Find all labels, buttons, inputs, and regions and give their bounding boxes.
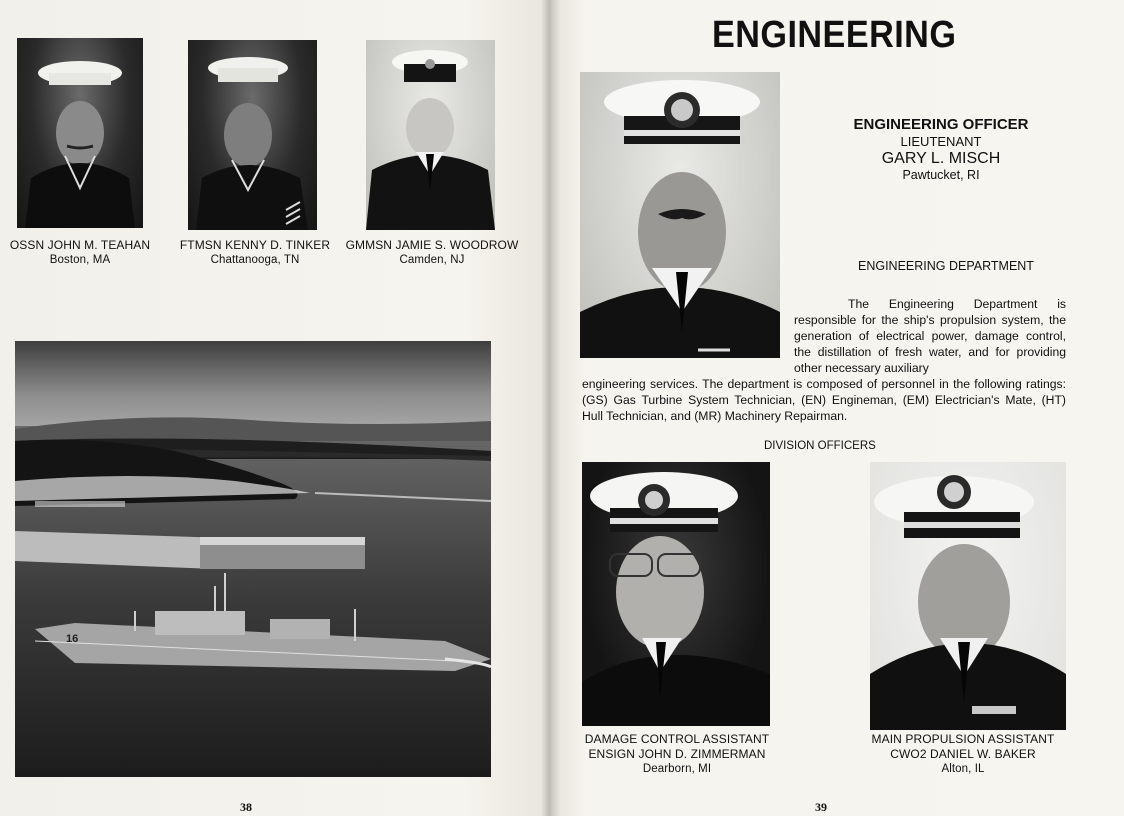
portrait-caption-woodrow [342, 238, 522, 268]
page-number-left: 38 [240, 800, 252, 814]
portrait-photo-zimmerman [582, 462, 770, 726]
portrait-name: OSSN JOHN M. TEAHAN [9, 238, 151, 252]
division-officer-hometown: Dearborn, MI [642, 763, 712, 775]
officer-rank: LIEUTENANT [900, 134, 982, 149]
officer-hometown: Pawtucket, RI [902, 168, 980, 182]
portrait-caption-teahan [0, 238, 160, 268]
division-officer-role: DAMAGE CONTROL ASSISTANT [584, 732, 770, 746]
portrait-name: FTMSN KENNY D. TINKER [179, 238, 331, 252]
department-paragraph-wide: engineering services. The department is composed of personnel in the following ratings: (GS) Gas Turbine System Technician, (EN) Engineman, (EM) Electrician's Mate, (HT) Hull Technician, and (MR) Machinery Repairman. [582, 377, 1066, 423]
aerial-ship-photo [15, 341, 491, 777]
portrait-photo-teahan [17, 38, 143, 228]
portrait-photo-woodrow [366, 40, 495, 230]
officer-role: ENGINEERING OFFICER [853, 116, 1029, 133]
division-officer-caption-zimmerman [566, 732, 788, 777]
engineering-officer-block [830, 116, 1052, 184]
portrait-photo-baker [870, 462, 1066, 730]
portrait-hometown: Camden, NJ [399, 254, 465, 266]
department-heading: ENGINEERING DEPARTMENT [858, 259, 1034, 273]
division-officer-name: ENSIGN JOHN D. ZIMMERMAN [588, 747, 766, 761]
division-officer-caption-baker [852, 732, 1074, 777]
page-title: ENGINEERING [712, 14, 957, 56]
officer-name: GARY L. MISCH [881, 150, 1001, 167]
division-officer-hometown: Alton, IL [941, 763, 985, 775]
division-officer-role: MAIN PROPULSION ASSISTANT [871, 732, 1055, 746]
portrait-photo-tinker [188, 40, 317, 230]
portrait-caption-tinker [170, 238, 340, 268]
division-officers-heading: DIVISION OFFICERS [764, 440, 876, 452]
division-officer-name: CWO2 DANIEL W. BAKER [890, 747, 1036, 761]
portrait-hometown: Boston, MA [49, 254, 111, 266]
book-gutter [540, 0, 562, 816]
portrait-photo-misch [580, 72, 780, 358]
department-paragraph-narrow: The Engineering Department is responsible for the ship's propulsion system, the generation of electrical power, damage control, the distillation of fresh water, and for providing other necessary auxiliary [794, 297, 1066, 375]
portrait-name: GMMSN JAMIE S. WOODROW [345, 238, 519, 252]
ship-hull-number: 16 [66, 633, 79, 645]
portrait-hometown: Chattanooga, TN [210, 254, 300, 266]
page-number-right: 39 [815, 800, 827, 814]
